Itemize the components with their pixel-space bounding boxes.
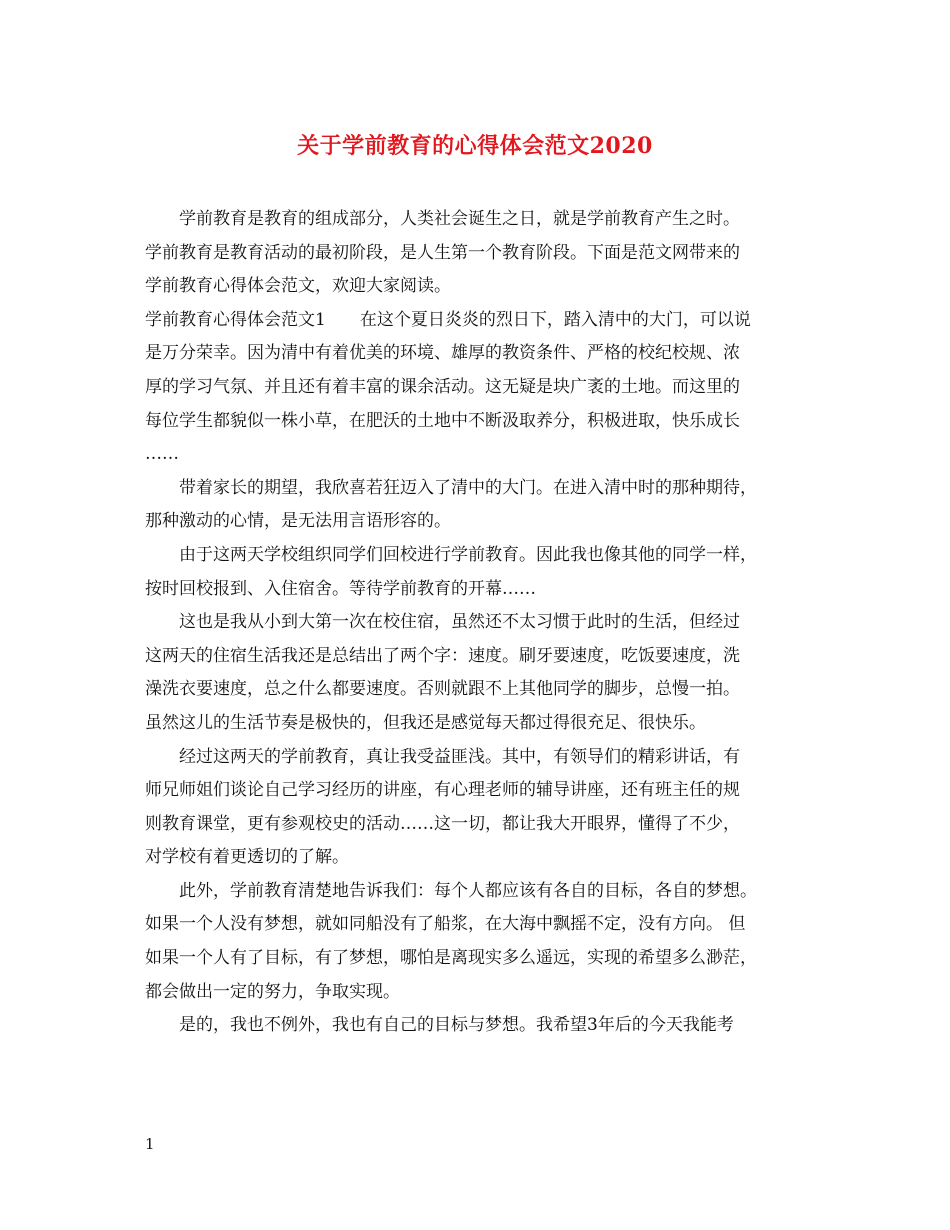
text-line: 学前教育是教育的组成部分，人类社会诞生之日，就是学前教育产生之时。 — [145, 209, 740, 229]
text-line: 带着家长的期望，我欣喜若狂迈入了清中的大门。在进入清中时的那种期待， — [145, 477, 757, 498]
text-line: 这也是我从小到大第一次在校住宿，虽然还不太习惯于此时的生活，但经过 — [145, 612, 740, 633]
document-title: 关于学前教育的心得体会范文2020 — [297, 133, 653, 159]
text-line: 如果一个人没有梦想，就如同船没有了船浆，在大海中飘摇不定，没有方向。 但 — [145, 914, 746, 935]
text-line: 则教育课堂，更有参观校史的活动……这一切，都让我大开眼界，懂得了不少， — [145, 813, 740, 834]
text-line: 按时回校报到、入住宿舍。等待学前教育的开幕…… — [145, 578, 536, 599]
text-line: 厚的学习气氛、并且还有着丰富的课余活动。这无疑是块广袤的土地。而这里的 — [145, 376, 740, 397]
text-line: 对学校有着更透切的了解。 — [145, 847, 349, 868]
text-line: 学前教育是教育活动的最初阶段，是人生第一个教育阶段。下面是范文网带来的 — [145, 242, 740, 263]
text-line: 虽然这儿的生活节奏是极快的，但我还是感觉每天都过得很充足、很快乐。 — [145, 712, 706, 733]
text-line: 学前教育心得体会范文1 在这个夏日炎炎的烈日下，踏入清中的大门，可以说 — [145, 309, 751, 330]
page-number: 1 — [145, 1135, 155, 1153]
text-line: 师兄师姐们谈论自己学习经历的讲座，有心理老师的辅导讲座，还有班主任的规 — [145, 780, 740, 801]
text-line: 学前教育心得体会范文，欢迎大家阅读。 — [145, 276, 451, 297]
text-line: …… — [145, 444, 179, 465]
text-line: 是的，我也不例外，我也有自己的目标与梦想。我希望3年后的今天我能考 — [145, 1015, 734, 1036]
text-line: 这两天的住宿生活我还是总结出了两个字：速度。刷牙要速度，吃饭要速度，洗 — [145, 645, 740, 666]
text-line: 都会做出一定的努力，争取实现。 — [145, 981, 400, 1002]
document-body — [145, 203, 825, 1043]
text-line: 是万分荣幸。因为清中有着优美的环境、雄厚的教资条件、严格的校纪校规、浓 — [145, 343, 740, 364]
text-line: 此外，学前教育清楚地告诉我们：每个人都应该有各自的目标，各自的梦想。 — [145, 880, 757, 901]
text-line: 如果一个人有了目标，有了梦想，哪怕是离现实多么遥远，实现的希望多么渺茫， — [145, 948, 757, 969]
text-line: 那种激动的心情，是无法用言语形容的。 — [145, 511, 451, 532]
text-line: 由于这两天学校组织同学们回校进行学前教育。因此我也像其他的同学一样， — [145, 544, 757, 565]
text-line: 经过这两天的学前教育，真让我受益匪浅。其中，有领导们的精彩讲话，有 — [145, 746, 740, 767]
text-line: 每位学生都貌似一株小草，在肥沃的土地中不断汲取养分，积极进取，快乐成长 — [145, 410, 740, 431]
text-line: 澡洗衣要速度，总之什么都要速度。否则就跟不上其他同学的脚步，总慢一拍。 — [145, 679, 740, 700]
